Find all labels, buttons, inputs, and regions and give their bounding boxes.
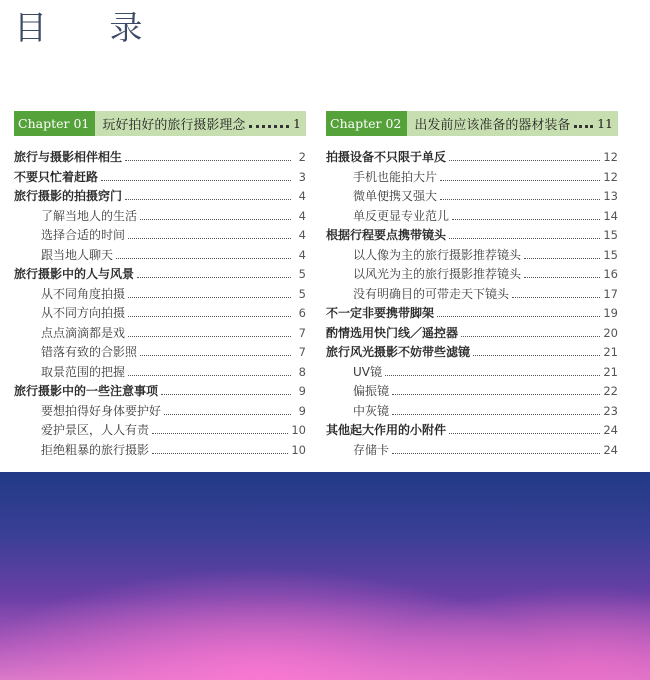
entry-page-number: 4	[298, 247, 306, 262]
leader-dots	[152, 433, 288, 434]
toc-entry[interactable]	[326, 382, 618, 402]
leader-dots	[440, 199, 600, 200]
toc-entry[interactable]	[326, 304, 618, 324]
entry-page-number: 5	[298, 267, 306, 281]
toc-entries	[14, 148, 306, 460]
entry-title: 旅行摄影中的人与风景	[14, 267, 135, 281]
entry-title: 旅行与摄影相伴相生	[14, 150, 123, 164]
chapter-02-column	[326, 111, 618, 460]
leader-dots	[440, 180, 600, 181]
toc-entry[interactable]	[14, 246, 306, 266]
entry-title: 错落有致的合影照	[41, 345, 138, 359]
entry-page-number: 20	[603, 325, 618, 340]
leader-dots	[125, 199, 291, 200]
entry-title: 选择合适的时间	[41, 228, 126, 242]
leader-dots	[140, 219, 291, 220]
leader-dots	[392, 414, 600, 415]
entry-title: 从不同方向拍摄	[41, 306, 126, 320]
toc-entry[interactable]	[14, 363, 306, 383]
leader-dots	[128, 316, 291, 317]
entry-title: 旅行摄影中的一些注意事项	[14, 384, 159, 398]
toc-entry[interactable]	[326, 402, 618, 422]
entry-title: 酌情选用快门线／遥控器	[326, 325, 459, 340]
leader-dots	[125, 160, 291, 161]
toc-entry[interactable]	[14, 265, 306, 285]
toc-entry[interactable]	[326, 187, 618, 207]
leader-dots	[512, 297, 600, 298]
entry-page-number: 5	[298, 286, 306, 301]
leader-dots	[140, 355, 291, 356]
entry-title: 爱护景区，人人有责	[41, 423, 150, 437]
chapter-header[interactable]	[14, 111, 306, 136]
leader-dots	[392, 394, 600, 395]
entry-page-number: 7	[298, 325, 306, 340]
entry-title: 存储卡	[353, 442, 390, 457]
leader-dots	[128, 238, 291, 239]
toc-entry[interactable]	[14, 168, 306, 188]
toc-entry[interactable]	[326, 441, 618, 461]
toc-entry[interactable]	[14, 324, 306, 344]
page-title: 目 录	[14, 8, 169, 47]
entry-title: 旅行风光摄影不妨带些滤镜	[326, 345, 471, 359]
leader-dots	[385, 375, 600, 376]
toc-entry[interactable]	[14, 382, 306, 402]
toc-entry[interactable]	[326, 246, 618, 266]
entry-title: 其他起大作用的小附件	[326, 423, 447, 437]
entry-page-number: 2	[298, 150, 306, 164]
entry-title: 没有明确目的可带走天下镜头	[353, 286, 510, 301]
entry-page-number: 21	[603, 345, 618, 359]
leader-dots	[461, 336, 600, 337]
entry-title: 拍摄设备不只限于单反	[326, 150, 447, 164]
leader-dots	[128, 375, 291, 376]
leader-dots	[249, 122, 289, 128]
toc-entry[interactable]	[326, 285, 618, 305]
entry-page-number: 8	[298, 364, 306, 379]
entry-title: 根据行程要点携带镜头	[326, 228, 447, 242]
toc-entry[interactable]	[326, 207, 618, 227]
entry-title: 点点滴滴都是戏	[41, 325, 126, 340]
entry-title: 了解当地人的生活	[41, 208, 138, 223]
chapter-header[interactable]	[326, 111, 618, 136]
entry-page-number: 4	[298, 228, 306, 242]
toc-entries	[326, 148, 618, 460]
entry-title: 跟当地人聊天	[41, 247, 114, 262]
entry-page-number: 9	[298, 384, 306, 398]
entry-page-number: 9	[298, 403, 306, 418]
entry-title: 取景范围的把握	[41, 364, 126, 379]
entry-page-number: 19	[603, 306, 618, 320]
leader-dots	[128, 297, 291, 298]
entry-title: 中灰镜	[353, 403, 390, 418]
toc-entry[interactable]	[14, 421, 306, 441]
entry-title: UV镜	[353, 364, 382, 379]
entry-page-number: 3	[298, 169, 306, 184]
entry-title: 从不同角度拍摄	[41, 286, 126, 301]
entry-page-number: 17	[603, 286, 618, 301]
leader-dots	[152, 453, 288, 454]
chapter-tag: Chapter 02	[326, 111, 407, 136]
toc-entry[interactable]	[326, 343, 618, 363]
toc-entry[interactable]	[14, 402, 306, 422]
entry-page-number: 7	[298, 345, 306, 359]
leader-dots	[574, 122, 593, 128]
entry-title: 不一定非要携带脚架	[326, 306, 435, 320]
leader-dots	[524, 277, 600, 278]
entry-page-number: 10	[291, 442, 306, 457]
toc-entry[interactable]	[14, 285, 306, 305]
leader-dots	[101, 180, 291, 181]
leader-dots	[392, 453, 600, 454]
leader-dots	[524, 258, 600, 259]
entry-page-number: 21	[603, 364, 618, 379]
entry-page-number: 10	[291, 423, 306, 437]
entry-title: 以人像为主的旅行摄影推荐镜头	[353, 247, 522, 262]
entry-title: 微单便携又强大	[353, 189, 438, 203]
leader-dots	[128, 336, 291, 337]
entry-page-number: 22	[603, 384, 618, 398]
toc-entry[interactable]	[14, 187, 306, 207]
entry-page-number: 14	[603, 208, 618, 223]
toc-entry[interactable]	[14, 226, 306, 246]
toc-entry[interactable]	[14, 343, 306, 363]
chapter-page: 1	[293, 116, 301, 131]
entry-title: 手机也能拍大片	[353, 169, 438, 184]
entry-page-number: 15	[603, 228, 618, 242]
chapter-page: 11	[597, 116, 613, 131]
entry-title: 以风光为主的旅行摄影推荐镜头	[353, 267, 522, 281]
toc-entry[interactable]	[326, 421, 618, 441]
chapter-title: 玩好拍好的旅行摄影理念	[102, 118, 246, 133]
entry-page-number: 16	[603, 267, 618, 281]
sky-photo	[0, 472, 650, 680]
entry-page-number: 24	[603, 442, 618, 457]
entry-page-number: 4	[298, 189, 306, 203]
toc-entry[interactable]	[14, 304, 306, 324]
entry-title: 要想拍得好身体要护好	[41, 403, 162, 418]
leader-dots	[473, 355, 600, 356]
entry-title: 不要只忙着赶路	[14, 169, 99, 184]
toc-entry[interactable]	[326, 148, 618, 168]
leader-dots	[116, 258, 291, 259]
entry-title: 拒绝粗暴的旅行摄影	[41, 442, 150, 457]
entry-title: 单反更显专业范儿	[353, 208, 450, 223]
toc-entry[interactable]	[326, 324, 618, 344]
leader-dots	[452, 219, 600, 220]
entry-page-number: 23	[603, 403, 618, 418]
toc-entry[interactable]	[326, 226, 618, 246]
entry-page-number: 12	[603, 169, 618, 184]
toc-entry[interactable]	[14, 441, 306, 461]
entry-page-number: 6	[298, 306, 306, 320]
toc-entry[interactable]	[14, 148, 306, 168]
leader-dots	[437, 316, 600, 317]
entry-page-number: 13	[603, 189, 618, 203]
entry-page-number: 12	[603, 150, 618, 164]
leader-dots	[449, 160, 600, 161]
toc-entry[interactable]	[14, 207, 306, 227]
toc-entry[interactable]	[326, 265, 618, 285]
entry-page-number: 24	[603, 423, 618, 437]
entry-page-number: 15	[603, 247, 618, 262]
entry-title: 偏振镜	[353, 384, 390, 398]
leader-dots	[161, 394, 291, 395]
entry-page-number: 4	[298, 208, 306, 223]
toc-entry[interactable]	[326, 363, 618, 383]
leader-dots	[137, 277, 291, 278]
toc-entry[interactable]	[326, 168, 618, 188]
chapter-01-column	[14, 111, 306, 460]
leader-dots	[449, 433, 600, 434]
leader-dots	[164, 414, 291, 415]
chapter-tag: Chapter 01	[14, 111, 95, 136]
chapter-title: 出发前应该准备的器材装备	[414, 118, 571, 133]
entry-title: 旅行摄影的拍摄窍门	[14, 189, 123, 203]
leader-dots	[449, 238, 600, 239]
